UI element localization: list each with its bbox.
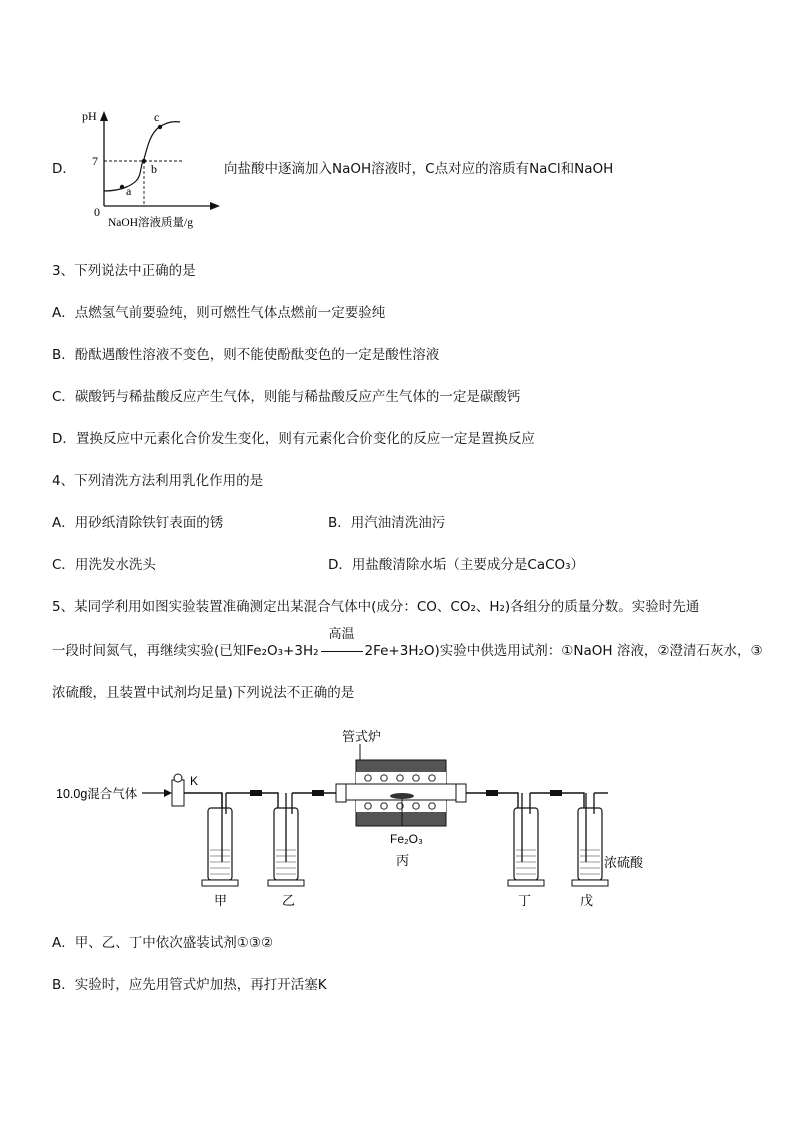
- reaction-equal-bar: [321, 651, 363, 652]
- q5-line-3: 浓硫酸，且装置中试剂均足量)下列说法不正确的是: [52, 685, 355, 701]
- q5-line-2: [52, 627, 763, 660]
- point-c: [158, 125, 162, 129]
- bottle-yi: [268, 793, 304, 886]
- q5-option-a: A．甲、乙、丁中依次盛装试剂①③②: [52, 935, 274, 951]
- ding-label: 丁: [518, 893, 532, 908]
- point-b-label: b: [151, 162, 157, 176]
- bottle-jia: [202, 793, 238, 886]
- q2d-description: 向盐酸中逐滴加入NaOH溶液时，C点对应的溶质有NaCl和NaOH: [224, 161, 614, 177]
- fe2o3-label: Fe₂O₃: [390, 832, 423, 846]
- q4-option-d: D．用盐酸清除水垢（主要成分是CaCO₃）: [328, 557, 585, 573]
- bottle-ding: [508, 793, 544, 886]
- wu-label: 戊: [580, 893, 594, 908]
- apparatus-diagram: [50, 722, 670, 912]
- stopper-left: [336, 784, 346, 802]
- furnace-label: 管式炉: [342, 729, 382, 744]
- q4-option-b: B．用汽油清洗油污: [328, 515, 446, 531]
- point-b: [142, 159, 146, 163]
- q5-line-2-part-b: 2Fe+3H₂O)实验中供选用试剂：①NaOH 溶液，②澄清石灰水，③: [364, 643, 763, 659]
- point-c-label: c: [154, 110, 160, 124]
- bing-label: 丙: [396, 853, 410, 868]
- y-axis-arrow: [100, 111, 108, 121]
- x-axis-label: NaOH溶液质量/g: [108, 217, 193, 229]
- q3-option-b: B．酚酞遇酸性溶液不变色，则不能使酚酞变色的一定是酸性溶液: [52, 347, 440, 363]
- q4-option-a: A．用砂纸清除铁钉表面的锈: [52, 515, 224, 531]
- gas-label: 10.0g混合气体: [56, 787, 138, 801]
- tube-furnace: [346, 760, 456, 826]
- q4-stem: 4、下列清洗方法利用乳化作用的是: [52, 473, 264, 489]
- ph-graph: [78, 105, 208, 235]
- fe2o3-sample: [390, 793, 414, 799]
- ph-curve: [104, 122, 180, 191]
- q3-stem: 3、下列说法中正确的是: [52, 263, 196, 279]
- q2d-option-letter: D．: [52, 161, 76, 177]
- acid-label: 浓硫酸: [604, 855, 644, 870]
- y-axis-label: pH: [82, 109, 97, 123]
- q5-line-2-part-a: 一段时间氮气，再继续实验(已知Fe₂O₃+3H₂: [52, 643, 319, 659]
- gas-arrow-head: [164, 789, 172, 797]
- bottle-wu: [572, 793, 608, 886]
- q5-option-b: B．实验时，应先用管式炉加热，再打开活塞K: [52, 977, 327, 993]
- q3-option-c: C．碳酸钙与稀盐酸反应产生气体，则能与稀盐酸反应产生气体的一定是碳酸钙: [52, 389, 521, 405]
- jia-label: 甲: [214, 893, 228, 908]
- q5-line-1: 5、某同学利用如图实验装置准确测定出某混合气体中(成分：CO、CO₂、H₂)各组分的质量分数。实验时先通: [52, 599, 700, 615]
- q3-option-a: A．点燃氢气前要验纯，则可燃性气体点燃前一定要验纯: [52, 305, 386, 321]
- point-a: [120, 185, 124, 189]
- stopper-right: [456, 784, 466, 802]
- yi-label: 乙: [282, 893, 296, 908]
- condition-high-temp: 高温: [328, 627, 355, 642]
- point-a-label: a: [126, 184, 132, 198]
- valve-k-label: K: [190, 774, 199, 788]
- origin-label: 0: [94, 205, 100, 219]
- q4-option-c: C．用洗发水洗头: [52, 557, 156, 573]
- x-axis-arrow: [210, 202, 220, 210]
- valve-k: [172, 780, 184, 806]
- tick-7-label: 7: [92, 154, 98, 168]
- reaction-condition: [319, 627, 365, 660]
- q3-option-d: D．置换反应中元素化合价发生变化，则有元素化合价变化的反应一定是置换反应: [52, 431, 535, 447]
